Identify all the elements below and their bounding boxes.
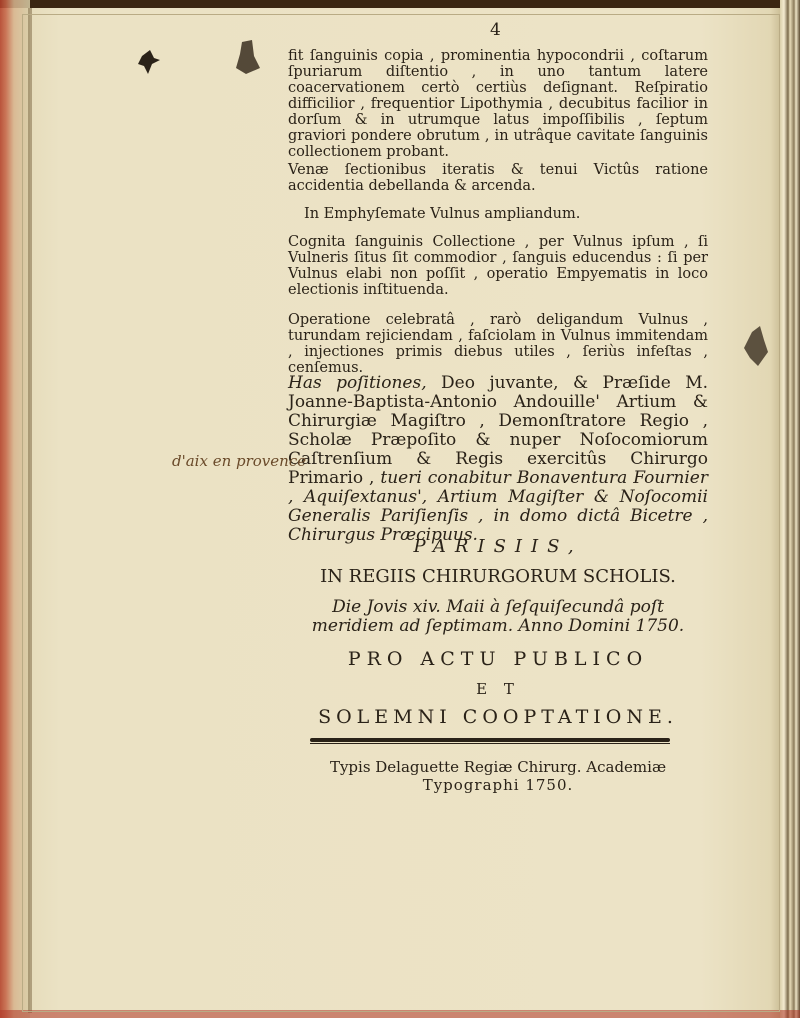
paragraph-2 xyxy=(288,162,708,194)
paragraph-text: Venæ ſectionibus iteratis & tenui Victûs ratione accidentia debellanda & arcenda. xyxy=(288,162,708,194)
schools-line: IN REGIIS CHIRURGORUM SCHOLIS. xyxy=(320,566,676,587)
paragraph-text: fit ſanguinis copia , prominentia hypocondrii , coſtarum ſpuriarum diſtentio , in uno tantum latere coacervationem certò certiùs deſignant. Reſpiratio difficilior , frequentior Lipothymia , decubitus facilior in dorſum & in utrumque latus impoſſibilis , ſeptum graviori pondere obrutum , in utrâque cavitate ſanguinis collectionem probant. xyxy=(288,48,708,160)
et-line: E T xyxy=(476,680,520,698)
thesis-statement xyxy=(288,374,708,545)
thesis-intro: Has poſitiones, xyxy=(288,373,427,393)
thesis-italic: tueri conabitur xyxy=(380,468,511,488)
pro-actu-line: PRO ACTU PUBLICO xyxy=(347,648,649,670)
page-top-edge xyxy=(0,0,800,8)
ink-blot-left xyxy=(136,48,166,78)
ink-blot-right xyxy=(738,322,772,370)
ink-blot-mark xyxy=(232,38,264,78)
city-line: PARISIIS, xyxy=(413,536,583,557)
paragraph-1 xyxy=(288,48,708,160)
paragraph-text: Operatione celebratâ , rarò deligandum Vulnus , turundam rejiciendam , faſciolam in Vulnus immitendam , injectiones primis diebus utiles , ſeriùs infeſtas , cenſemus. xyxy=(288,312,708,376)
paragraph-3 xyxy=(304,206,708,222)
solemni-line: SOLEMNI COOPTATIONE. xyxy=(318,706,678,728)
page-number: 4 xyxy=(490,20,501,40)
printer-line-1: Typis Delaguette Regiæ Chirurg. Academiæ xyxy=(329,758,667,776)
horizontal-rule xyxy=(310,738,670,742)
paragraph-5 xyxy=(288,312,708,376)
horizontal-rule-thin xyxy=(310,743,670,744)
right-page-edges xyxy=(780,0,800,1018)
paragraph-text: In Emphyſemate Vulnus ampliandum. xyxy=(304,206,581,222)
handwritten-annotation: d'aix en provence xyxy=(172,452,307,470)
date-line: Die Jovis xiv. Maii à ſeſquiſecundâ poſt meridiem ad ſeptimam. Anno Domini 1750. xyxy=(311,597,685,636)
thesis-author: Bonaventura Fournier , Aquiſextanus', Artium Magiſter & Noſocomii Generalis Pariſienſis , in domo dictâ Bicetre , Chirurgus Præcipuus. xyxy=(288,468,708,545)
paragraph-4 xyxy=(288,234,708,298)
paragraph-text: Cognita ſanguinis Collectione , per Vulnus ipſum , ſi Vulneris ſitus ſit commodior , ſanguis educendus : ſi per Vulnus elabi non poſſit , operatio Empyematis in loco electionis inſtituenda. xyxy=(288,234,708,298)
printer-line-2: Typographi 1750. xyxy=(422,776,574,794)
thesis-body: Deo juvante, & Præſide M. Joanne-Baptista-Antonio Andouille' Artium & Chirurgiæ Magiſtro , Demonſtratore Regio , Scholæ Præpoſito & nuper Noſocomiorum Caſtrenſium & Regis exercitûs Chirurgo Primario , xyxy=(288,373,709,488)
